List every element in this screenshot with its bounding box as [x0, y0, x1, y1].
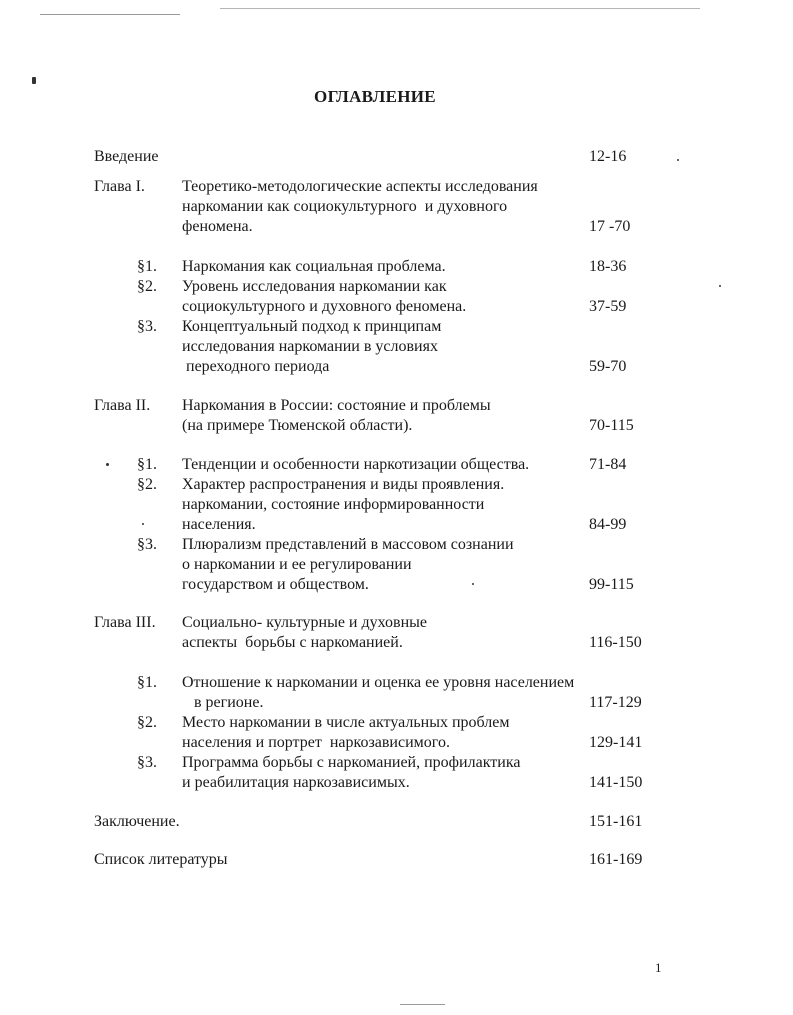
toc-entry-text: Социально- культурные и духовные	[182, 614, 427, 631]
toc-line	[0, 613, 793, 633]
toc-line	[0, 177, 793, 197]
toc-section-number: §1.	[137, 674, 157, 691]
toc-page-range: 129-141	[589, 734, 643, 751]
toc-line	[0, 317, 793, 337]
toc-line	[0, 396, 793, 416]
toc-entry-text: населения и портрет наркозависимого.	[182, 734, 450, 751]
toc-page-range: 117-129	[589, 694, 642, 711]
toc-line	[0, 475, 793, 495]
toc-entry-text: Место наркомании в числе актуальных проблем	[182, 714, 510, 731]
toc-page-range: 161-169	[589, 851, 643, 868]
toc-line	[0, 673, 793, 693]
toc-entry-label: Список литературы	[94, 851, 228, 868]
toc-page-range: 141-150	[589, 774, 643, 791]
toc-entry-text: Теоретико-методологические аспекты исследования	[182, 178, 538, 195]
toc-page-range: 151-161	[589, 813, 643, 830]
toc-entry-text: аспекты борьбы с наркоманией.	[182, 634, 403, 651]
toc-line	[0, 575, 793, 595]
toc-line	[0, 555, 793, 575]
toc-entry-text: феномена.	[182, 218, 253, 235]
toc-entry-label: Глава II.	[94, 397, 151, 414]
toc-entry-text: населения.	[182, 516, 256, 533]
toc-entry-label: Введение	[94, 148, 159, 165]
toc-entry-text: Отношение к наркомании и оценка ее уровня населением	[182, 674, 575, 691]
toc-entry-text: Наркомания как социальная проблема.	[182, 258, 446, 275]
toc-entry-text: Характер распространения и виды проявления.	[182, 476, 505, 493]
toc-line	[0, 495, 793, 515]
toc-page-range: 12-16	[589, 148, 627, 165]
toc-line	[0, 693, 793, 713]
toc-section-number: §2.	[137, 278, 157, 295]
toc-line	[0, 633, 793, 653]
toc-line	[0, 277, 793, 297]
toc-entry-text: исследования наркомании в условиях	[182, 338, 438, 355]
toc-entry-text: Тенденции и особенности наркотизации общества.	[182, 456, 530, 473]
toc-page-range: 116-150	[589, 634, 642, 651]
toc-section-number: §3.	[137, 536, 157, 553]
toc-line	[0, 257, 793, 277]
toc-entry-text: Уровень исследования наркомании как	[182, 278, 447, 295]
toc-line	[0, 147, 793, 167]
toc-entry-text: (на примере Тюменской области).	[182, 417, 413, 434]
toc-page-range: 17 -70	[589, 218, 631, 235]
toc-entry-text: переходного периода	[182, 358, 330, 375]
toc-entry-text: Концептуальный подход к принципам	[182, 318, 442, 335]
toc-line	[0, 217, 793, 237]
toc-entry-text: Плюрализм представлений в массовом сознании	[182, 536, 514, 553]
page-title: ОГЛАВЛЕНИЕ	[314, 87, 436, 106]
toc-page-range: 59-70	[589, 358, 627, 375]
toc-entry-text: социокультурного и духовного феномена.	[182, 298, 467, 315]
toc-section-number: §2.	[137, 476, 157, 493]
toc-entry-text: Программа борьбы с наркоманией, профилактика	[182, 754, 521, 771]
toc-section-number: §3.	[137, 754, 157, 771]
toc-line	[0, 515, 793, 535]
toc-entry-text: о наркомании и ее регулировании	[182, 556, 412, 573]
toc-section-number: §1.	[137, 258, 157, 275]
toc-line	[0, 337, 793, 357]
toc-entry-text: наркомании, состояние информированности	[182, 496, 485, 513]
toc-line	[0, 535, 793, 555]
toc-line	[0, 416, 793, 436]
toc-line	[0, 197, 793, 217]
toc-line	[0, 850, 793, 870]
toc-entry-text: и реабилитация наркозависимых.	[182, 774, 410, 791]
toc-entry-text: государством и обществом.	[182, 576, 369, 593]
toc-page-range: 18-36	[589, 258, 627, 275]
toc-entry-label: Глава III.	[94, 614, 156, 631]
toc-section-number: §3.	[137, 318, 157, 335]
toc-section-number: §1.	[137, 456, 157, 473]
toc-entry-text: Наркомания в России: состояние и проблемы	[182, 397, 491, 414]
toc-page-range: 70-115	[589, 417, 634, 434]
toc-section-number: §2.	[137, 714, 157, 731]
page-number: 1	[655, 960, 662, 975]
toc-line	[0, 812, 793, 832]
toc-page-range: 37-59	[589, 298, 627, 315]
toc-line	[0, 455, 793, 475]
toc-entry-label: Глава I.	[94, 178, 145, 195]
toc-entry-text: наркомании как социокультурного и духовного	[182, 198, 508, 215]
toc-line	[0, 773, 793, 793]
toc-line	[0, 753, 793, 773]
toc-line	[0, 713, 793, 733]
toc-line	[0, 357, 793, 377]
toc-page-range: 84-99	[589, 516, 627, 533]
toc-page-range: 71-84	[589, 456, 627, 473]
toc-line	[0, 297, 793, 317]
toc-entry-label: Заключение.	[94, 813, 180, 830]
toc-line	[0, 733, 793, 753]
toc-entry-text: в регионе.	[182, 694, 264, 711]
toc-page-range: 99-115	[589, 576, 634, 593]
